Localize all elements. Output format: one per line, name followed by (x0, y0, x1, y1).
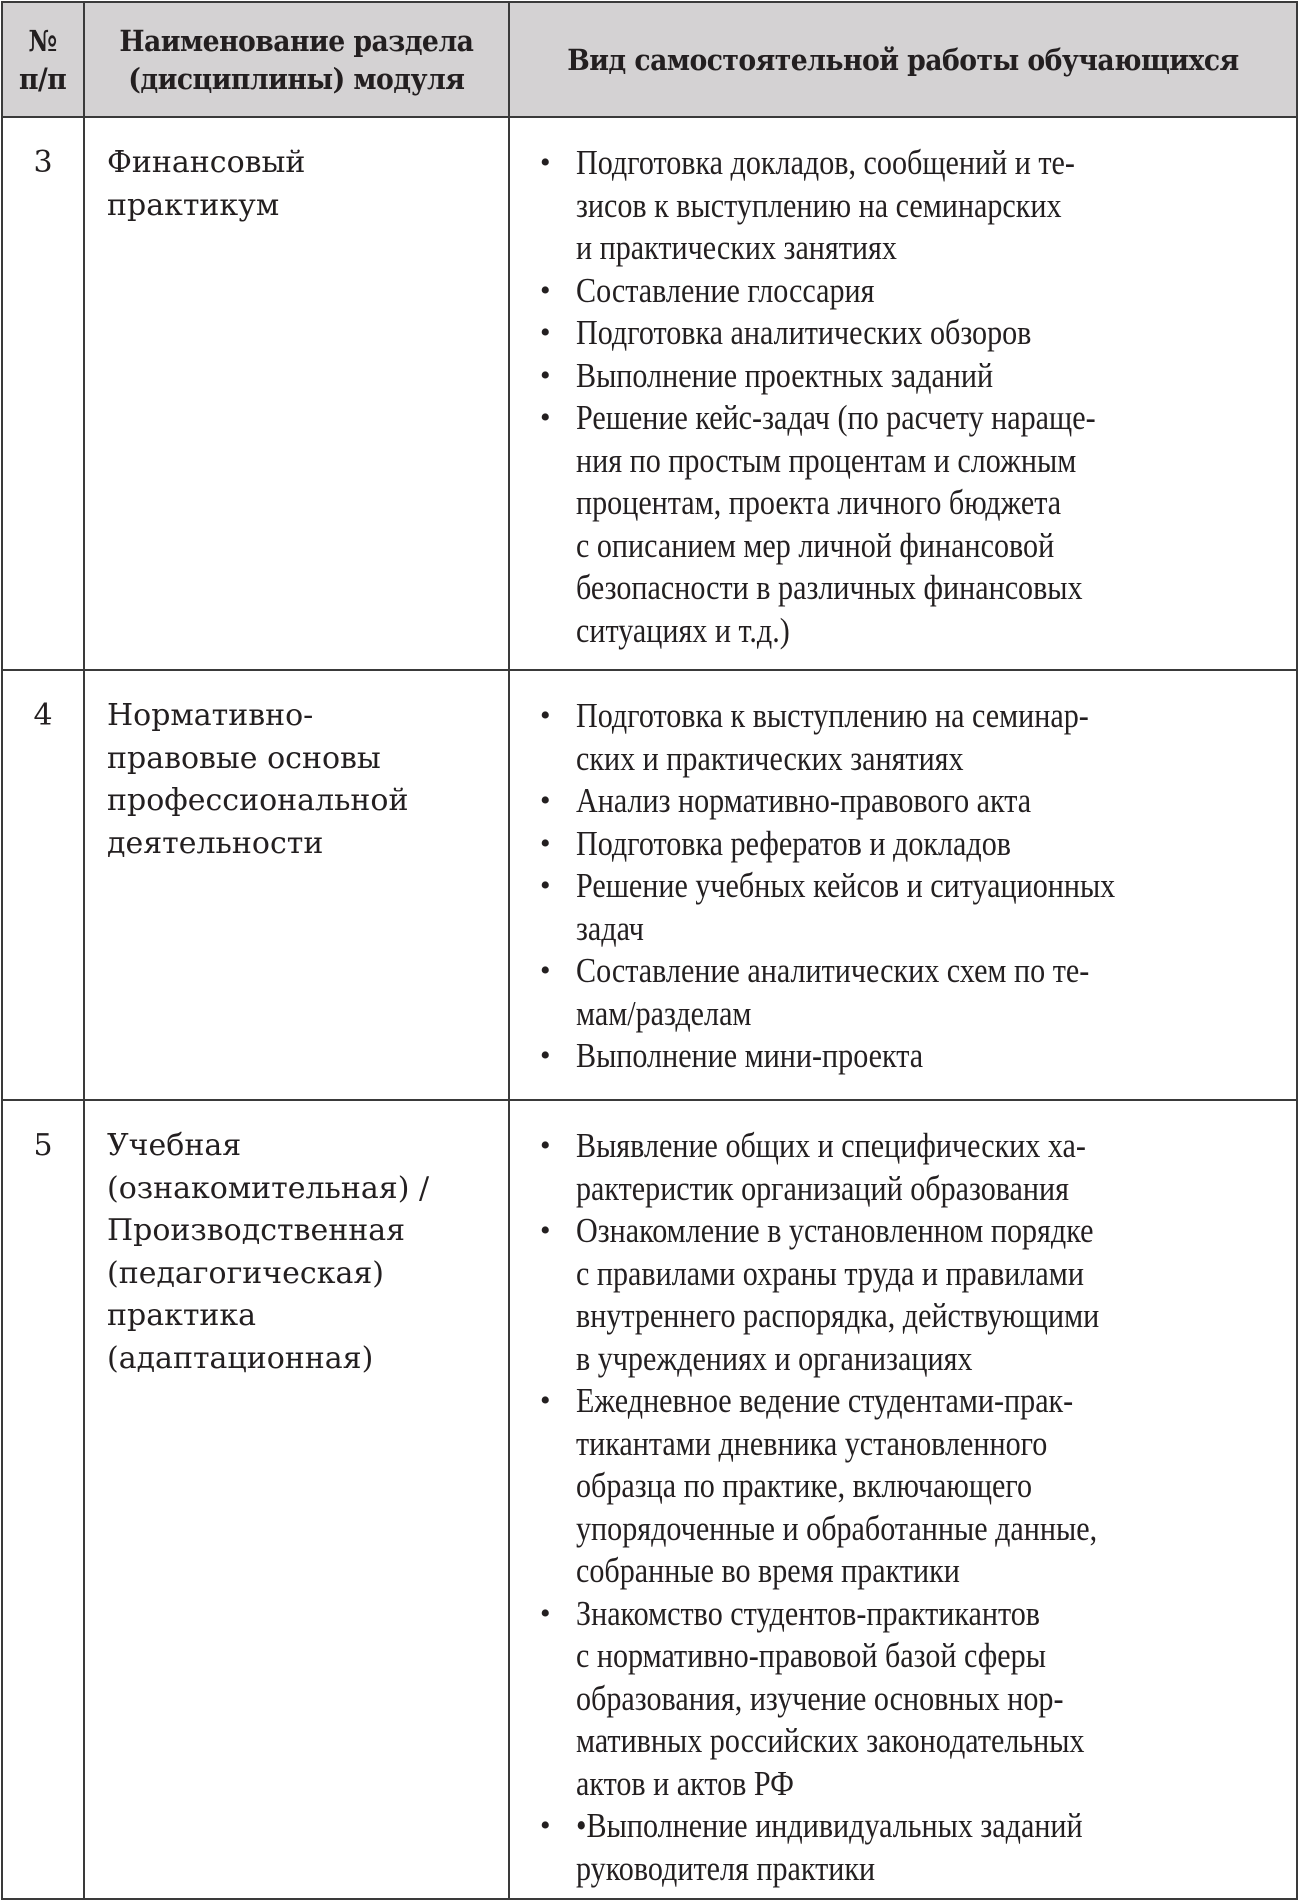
work-item (528, 1593, 1296, 1806)
section-name-line: правовые основы (107, 740, 381, 776)
table-row (3, 1101, 1296, 1900)
bullet-icon: • (540, 869, 551, 902)
section-name-line: профессиональной (107, 783, 409, 818)
section-name-cell (85, 118, 510, 669)
bullet-icon: • (540, 273, 551, 307)
section-name-line: Финансовый (107, 145, 306, 180)
work-item-line: Составление аналитических схем по те- (576, 951, 1090, 990)
work-item-line: Подготовка докладов, сообщений и те- (576, 143, 1075, 182)
work-item-line: безопасности в различных финансовых (576, 568, 1083, 607)
row-number-cell: 3 (3, 118, 85, 669)
work-item-line: ситуациях и т.д.) (576, 610, 790, 650)
work-item-line: ния по простым процентам и сложным (576, 440, 1077, 480)
section-name-cell (85, 1101, 510, 1900)
work-item-line: внутреннего распорядка, действующими (576, 1296, 1100, 1335)
work-item-line: образования, изучение основных нор- (576, 1678, 1064, 1718)
bullet-icon: • (540, 1809, 551, 1842)
bullet-icon: • (540, 401, 551, 434)
work-item (528, 865, 1296, 950)
table-row (3, 118, 1296, 671)
bullet-icon: • (540, 1214, 551, 1247)
section-name-line: Учебная (107, 1128, 242, 1163)
header-work-text (567, 41, 1239, 79)
work-item (528, 1035, 1296, 1078)
header-work-line: Вид самостоятельной работы обучающихся (567, 42, 1239, 77)
table-header (3, 3, 1296, 118)
work-item-line: в учреждениях и организациях (576, 1338, 973, 1378)
work-item (528, 950, 1296, 1035)
self-study-table (1, 1, 1298, 1900)
row-number-cell: 5 (3, 1101, 85, 1900)
work-item (528, 823, 1296, 866)
header-cell-number (3, 3, 85, 116)
work-item (528, 1380, 1296, 1593)
header-number-line: № (28, 23, 58, 58)
work-item-line: Ежедневное ведение студентами-прак- (576, 1381, 1074, 1420)
work-type-cell (510, 671, 1296, 1099)
header-number-line: п/п (19, 61, 67, 96)
bullet-icon: • (540, 699, 551, 732)
bullet-icon: • (540, 954, 551, 987)
work-item-line: Решение учебных кейсов и ситуационных (576, 866, 1116, 905)
work-item-line: с правилами охраны труда и правилами (576, 1253, 1084, 1293)
bullet-icon: • (540, 1596, 551, 1630)
bullet-icon: • (540, 146, 551, 179)
section-name-line: (адаптационная) (107, 1340, 374, 1376)
bullet-icon: • (540, 316, 551, 349)
work-item-line: зисов к выступлению на семинарских (576, 185, 1062, 225)
bullet-icon: • (540, 358, 551, 392)
work-item-line: мам/разделам (576, 993, 752, 1033)
table-row (3, 671, 1296, 1101)
work-item (528, 270, 1296, 313)
section-name-line: практикум (107, 187, 280, 223)
section-name-line: (педагогическая) (107, 1255, 384, 1291)
work-item-line: Подготовка рефератов и докладов (576, 823, 1011, 863)
work-item-line: Подготовка к выступлению на семинар- (576, 696, 1089, 735)
work-item (528, 397, 1296, 652)
work-item-line: Ознакомление в установленном порядке (576, 1211, 1094, 1250)
work-item-line: процентам, проекта личного бюджета (576, 483, 1062, 522)
work-item-line: Выполнение мини-проекта (576, 1036, 924, 1075)
section-name-line: Нормативно- (107, 698, 314, 733)
work-item (528, 1125, 1296, 1210)
work-item-line: с описанием мер личной финансовой (576, 525, 1055, 565)
work-item-list (510, 1101, 1296, 1890)
bullet-icon: • (540, 1039, 551, 1072)
row-number-cell: 4 (3, 671, 85, 1099)
work-item-line: ских и практических занятиях (576, 738, 964, 778)
work-item-line: руководителя практики (576, 1848, 876, 1888)
work-item-line: актов и актов РФ (576, 1763, 794, 1803)
work-item-line: с нормативно-правовой базой сферы (576, 1636, 1046, 1675)
header-section-text (120, 22, 474, 98)
bullet-icon: • (540, 1384, 551, 1417)
work-item-line: Выявление общих и специфических ха- (576, 1126, 1086, 1165)
work-item-line: задач (576, 908, 644, 948)
section-name-line: Производственная (107, 1213, 406, 1248)
work-item-line: Решение кейс-задач (по расчету нараще- (576, 398, 1096, 437)
work-item-line: Знакомство студентов-практикантов (576, 1593, 1041, 1633)
work-item (528, 312, 1296, 355)
work-item-line: Составление глоссария (576, 270, 875, 310)
work-item (528, 1210, 1296, 1380)
section-name-line: деятельности (107, 825, 324, 861)
header-section-line: Наименование раздела (119, 23, 474, 58)
work-item-line: Анализ нормативно-правового акта (576, 781, 1032, 820)
work-item-line: Выполнение проектных заданий (576, 355, 994, 395)
work-item-line: рактеристик организаций образования (576, 1168, 1069, 1208)
work-item (528, 695, 1296, 780)
header-number-text (19, 22, 66, 98)
work-item (528, 142, 1296, 270)
work-item-list (510, 118, 1296, 652)
header-cell-section-name (85, 3, 510, 116)
work-item-line: •Выполнение индивидуальных заданий (576, 1806, 1083, 1845)
work-item (528, 780, 1296, 823)
work-item-line: Подготовка аналитических обзоров (576, 313, 1032, 352)
section-name-line: (ознакомительная) / (107, 1170, 430, 1206)
bullet-icon: • (540, 784, 551, 817)
section-name-line: практика (107, 1298, 257, 1333)
work-item-line: тикантами дневника установленного (576, 1423, 1048, 1463)
work-item-line: собранные во время практики (576, 1551, 960, 1590)
work-item-line: упорядоченные и обработанные данные, (576, 1508, 1098, 1548)
work-type-cell (510, 1101, 1296, 1900)
bullet-icon: • (540, 1129, 551, 1162)
bullet-icon: • (540, 826, 551, 860)
work-item-line: образца по практике, включающего (576, 1466, 1033, 1505)
work-item-list (510, 671, 1296, 1078)
work-item (528, 1805, 1296, 1890)
work-item (528, 355, 1296, 398)
header-cell-work-type (510, 3, 1296, 116)
work-type-cell (510, 118, 1296, 669)
section-name-cell (85, 671, 510, 1099)
work-item-line: мативных российских законодательных (576, 1721, 1085, 1760)
header-section-line: (дисциплины) модуля (128, 61, 465, 96)
work-item-line: и практических занятиях (576, 228, 897, 267)
